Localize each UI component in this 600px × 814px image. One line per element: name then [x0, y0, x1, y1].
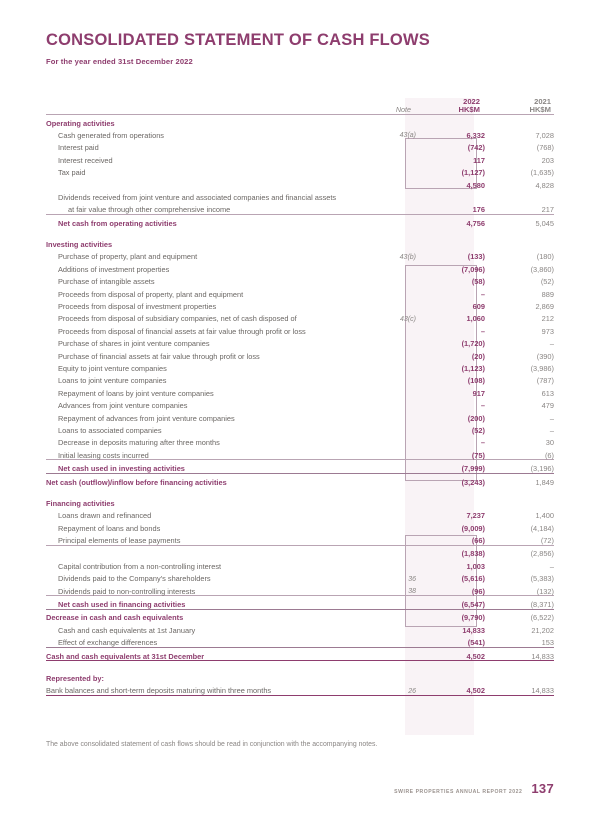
row-value-2021: 5,045: [485, 215, 554, 228]
row-value-2021: 1,400: [535, 511, 554, 521]
row-value-2021: 479: [541, 401, 554, 411]
row-note: 43(a): [399, 132, 416, 140]
row-value-2022: (742): [467, 143, 485, 153]
row-value-2021: [485, 189, 554, 201]
row-label: Bank balances and short-term deposits maturing within three months: [46, 683, 376, 696]
row-value-2022: 14,833: [462, 625, 485, 635]
row-note: [376, 398, 416, 410]
row-note: 43(b): [399, 253, 416, 261]
row-note: [376, 348, 416, 360]
row-label: Loans to associated companies: [58, 425, 162, 435]
row-note: [376, 215, 416, 228]
table-row: [46, 373, 554, 385]
row-note: [376, 447, 416, 460]
table-row: [46, 127, 554, 139]
row-note: [376, 298, 416, 310]
row-note: [376, 323, 416, 335]
cash-flow-table-wrapper: [46, 98, 554, 696]
row-note: [376, 473, 416, 486]
row-note: [376, 114, 416, 127]
row-value-2022: (1,720): [461, 339, 485, 349]
row-label: Dividends received from joint venture and associated companies and financial assets: [58, 192, 337, 202]
table-row: [46, 583, 554, 596]
row-value-2022: –: [480, 438, 485, 448]
table-row: [46, 311, 554, 323]
header-2022-year: 2022: [463, 97, 480, 106]
row-label: Purchase of financial assets at fair value through profit or loss: [58, 351, 260, 361]
header-spacer-2: [46, 106, 376, 114]
row-note: 43(c): [400, 315, 416, 323]
row-spacer: [46, 486, 554, 495]
table-header-row-unit: [46, 106, 554, 114]
row-value-2022: (66): [471, 536, 485, 546]
row-value-2021: (72): [540, 536, 554, 546]
table-row: [46, 410, 554, 422]
row-value-2022: 4,580: [466, 180, 485, 190]
table-row: [46, 323, 554, 335]
row-value-2021: (2,856): [485, 545, 554, 558]
row-value-2022: (58): [471, 277, 485, 287]
row-label: [46, 545, 376, 558]
footer-imprint: SWIRE PROPERTIES ANNUAL REPORT 2022: [394, 789, 523, 795]
table-row: [46, 622, 554, 634]
row-note: [376, 670, 416, 682]
row-value-2021: –: [549, 413, 554, 423]
page-subtitle: For the year ended 31st December 2022: [46, 57, 193, 66]
table-row: [46, 336, 554, 348]
row-note: [376, 532, 416, 545]
row-note: [376, 422, 416, 434]
row-label: Cash generated from operations: [58, 130, 164, 140]
row-note: [376, 410, 416, 422]
row-note: [376, 635, 416, 648]
row-note: [376, 189, 416, 201]
row-value-2021: (180): [536, 252, 554, 262]
table-row: [46, 508, 554, 520]
table-row: [46, 635, 554, 648]
row-label: Net cash used in financing activities: [46, 596, 376, 609]
row-label: Additions of investment properties: [58, 264, 170, 274]
row-value-2021: (3,860): [530, 264, 554, 274]
row-value-2022: 117: [473, 155, 485, 165]
row-value-2022: (133): [467, 252, 485, 262]
row-value-2022: –: [480, 289, 485, 299]
table-footnote: The above consolidated statement of cash flows should be read in conjunction with the accompanying notes.: [46, 741, 378, 748]
row-label: Loans drawn and refinanced: [58, 511, 152, 521]
row-note: [376, 152, 416, 164]
row-note: [376, 140, 416, 152]
row-value-2021: 217: [541, 205, 554, 215]
row-value-2022: 4,502: [416, 647, 485, 660]
row-value-2022: (5,616): [461, 574, 485, 584]
row-value-2022: (108): [467, 376, 485, 386]
table-row: [46, 385, 554, 397]
row-value-2022: 609: [472, 302, 485, 312]
table-row-total: [46, 596, 554, 609]
row-value-2022: (1,123): [461, 363, 485, 373]
cash-flow-table: [46, 98, 554, 696]
row-label: Operating activities: [46, 118, 115, 128]
table-row: [46, 558, 554, 570]
row-value-2022: (52): [471, 425, 485, 435]
row-note: [376, 647, 416, 660]
row-label: Equity to joint venture companies: [58, 363, 167, 373]
row-value-2021: –: [549, 425, 554, 435]
row-label: Net cash (outflow)/inflow before financing activities: [46, 473, 376, 486]
row-label: Investing activities: [46, 240, 113, 250]
row-value-2021: 7,028: [535, 130, 554, 140]
row-value-2021: 30: [545, 438, 554, 448]
row-note: [376, 520, 416, 532]
row-value-2022: [416, 189, 485, 201]
table-row: [46, 683, 554, 696]
table-row-total: [46, 460, 554, 473]
row-label: Decrease in deposits maturing after three months: [58, 438, 220, 448]
row-value-2022: (9,009): [461, 523, 485, 533]
row-label: Net cash from operating activities: [46, 215, 376, 228]
row-value-2022: (7,096): [461, 264, 485, 274]
row-value-2022: –: [480, 326, 485, 336]
table-row: [46, 202, 554, 215]
table-row: [46, 274, 554, 286]
page-number: 137: [531, 781, 554, 796]
row-label: Proceeds from disposal of property, plant and equipment: [58, 289, 244, 299]
row-note: 36: [408, 575, 416, 583]
row-label: Repayment of advances from joint venture companies: [58, 413, 235, 423]
row-value-2022: 917: [472, 388, 485, 398]
header-spacer: [46, 98, 376, 106]
table-row-subtotal: [46, 177, 554, 189]
row-note: [376, 460, 416, 473]
row-label: Dividends paid to the Company's shareholders: [58, 574, 211, 584]
row-note: [376, 545, 416, 558]
row-value-2021: 2,869: [535, 302, 554, 312]
row-value-2021: (768): [536, 143, 554, 153]
row-value-2022: (20): [471, 351, 485, 361]
row-note: [376, 373, 416, 385]
row-label: Purchase of shares in joint venture companies: [58, 339, 210, 349]
row-value-2022: (7,999): [416, 460, 485, 473]
row-value-2021: –: [549, 561, 554, 571]
row-label: Interest paid: [58, 143, 99, 153]
table-row: [46, 249, 554, 261]
table-row: [46, 140, 554, 152]
row-value-2021: [485, 114, 554, 127]
row-value-2021: (390): [536, 351, 554, 361]
table-row: [46, 447, 554, 460]
row-value-2022: 4,756: [416, 215, 485, 228]
row-value-2022: –: [480, 401, 485, 411]
row-value-2021: 203: [541, 155, 554, 165]
table-row-section-total: [46, 609, 554, 622]
row-value-2021: (787): [536, 376, 554, 386]
table-row: [46, 114, 554, 127]
row-label: Dividends paid to non-controlling interests: [58, 586, 196, 596]
row-value-2022: [416, 495, 485, 507]
row-label: Decrease in cash and cash equivalents: [46, 609, 376, 622]
table-row-grandtotal: [46, 473, 554, 486]
table-row: [46, 670, 554, 682]
row-value-2021: (6): [544, 450, 554, 460]
row-value-2021: 21,202: [531, 625, 554, 635]
row-note: [376, 261, 416, 273]
row-value-2022: 7,237: [466, 511, 485, 521]
page-title: CONSOLIDATED STATEMENT OF CASH FLOWS: [46, 31, 430, 49]
table-row: [46, 435, 554, 447]
row-note: [376, 558, 416, 570]
table-row: [46, 360, 554, 372]
row-value-2022: [416, 670, 485, 682]
header-2021-unit: HK$M: [485, 106, 554, 114]
row-note: [376, 495, 416, 507]
row-value-2021: (8,371): [485, 596, 554, 609]
table-row: [46, 571, 554, 583]
row-value-2021: 889: [541, 289, 554, 299]
row-value-2021: (6,522): [485, 609, 554, 622]
row-value-2022: 4,502: [416, 683, 485, 696]
row-label: Advances from joint venture companies: [58, 401, 188, 411]
table-row: [46, 189, 554, 201]
row-value-2022: [416, 236, 485, 248]
table-row: [46, 422, 554, 434]
row-value-2021: 973: [541, 326, 554, 336]
row-value-2021: [485, 495, 554, 507]
row-value-2022: (1,838): [416, 545, 485, 558]
row-note: [376, 165, 416, 177]
row-label: Purchase of intangible assets: [58, 277, 155, 287]
row-note: [376, 286, 416, 298]
row-value-2021: (3,196): [485, 460, 554, 473]
row-value-2022: 176: [472, 205, 485, 215]
row-value-2022: (1,127): [461, 168, 485, 178]
header-2021-year: 2021: [534, 97, 551, 106]
row-note: [376, 274, 416, 286]
row-label: Financing activities: [46, 498, 115, 508]
row-note: [376, 360, 416, 372]
row-value-2021: 1,849: [485, 473, 554, 486]
row-note: [376, 385, 416, 397]
row-value-2022: [416, 114, 485, 127]
row-value-2021: [485, 236, 554, 248]
row-value-2021: 212: [541, 314, 554, 324]
table-row: [46, 348, 554, 360]
row-note: [376, 622, 416, 634]
row-value-2022: (96): [471, 586, 485, 596]
row-label: Represented by:: [46, 673, 104, 683]
row-note: [376, 177, 416, 189]
row-label: Principal elements of lease payments: [58, 536, 181, 546]
table-row: [46, 165, 554, 177]
row-label: at fair value through other comprehensive income: [68, 205, 231, 215]
row-note: 38: [408, 588, 416, 596]
row-value-2021: –: [549, 339, 554, 349]
row-label: Proceeds from disposal of investment properties: [58, 302, 217, 312]
row-note: [376, 336, 416, 348]
row-note: [376, 596, 416, 609]
row-value-2021: 4,828: [535, 180, 554, 190]
row-value-2021: [485, 670, 554, 682]
row-label: Net cash used in investing activities: [46, 460, 376, 473]
row-value-2022: (200): [467, 413, 485, 423]
row-value-2021: 613: [541, 388, 554, 398]
table-row: [46, 495, 554, 507]
table-row-total: [46, 215, 554, 228]
row-label: Purchase of property, plant and equipment: [58, 252, 198, 262]
table-row: [46, 236, 554, 248]
row-value-2022: (3,243): [416, 473, 485, 486]
row-value-2021: (3,986): [530, 363, 554, 373]
row-value-2021: (5,383): [530, 574, 554, 584]
row-label: Repayment of loans and bonds: [58, 523, 161, 533]
table-row: [46, 398, 554, 410]
row-note: [376, 202, 416, 215]
row-spacer: [46, 661, 554, 671]
table-row-subtotal: [46, 545, 554, 558]
row-label: Effect of exchange differences: [58, 638, 158, 648]
table-row-grandtotal: [46, 647, 554, 660]
row-value-2021: (132): [536, 586, 554, 596]
row-label: Loans to joint venture companies: [58, 376, 167, 386]
row-spacer: [46, 227, 554, 236]
header-note-label: Note: [376, 106, 416, 114]
table-row: [46, 261, 554, 273]
row-value-2021: 153: [541, 638, 554, 648]
row-label: Interest received: [58, 155, 113, 165]
row-value-2022: (9,790): [416, 609, 485, 622]
row-value-2022: 1,060: [466, 314, 485, 324]
row-value-2021: (52): [540, 277, 554, 287]
row-label: Capital contribution from a non-controlling interest: [58, 561, 222, 571]
row-value-2022: (75): [471, 450, 485, 460]
row-label: Proceeds from disposal of subsidiary companies, net of cash disposed of: [58, 314, 297, 324]
table-row: [46, 298, 554, 310]
row-note: [376, 435, 416, 447]
page-footer: [394, 781, 554, 796]
row-value-2021: 14,833: [485, 683, 554, 696]
row-value-2022: (541): [467, 638, 485, 648]
row-value-2022: 1,003: [466, 561, 485, 571]
row-label: Repayment of loans by joint venture companies: [58, 388, 214, 398]
header-2022-unit: HK$M: [416, 106, 485, 114]
table-row: [46, 520, 554, 532]
table-row: [46, 152, 554, 164]
row-note: [376, 508, 416, 520]
row-value-2022: (6,547): [416, 596, 485, 609]
row-label: [46, 177, 376, 189]
table-row: [46, 532, 554, 545]
row-note: [376, 609, 416, 622]
row-label: Initial leasing costs incurred: [58, 450, 149, 460]
row-note: 26: [376, 683, 416, 696]
row-label: Proceeds from disposal of financial assets at fair value through profit or loss: [58, 326, 306, 336]
row-label: Tax paid: [58, 168, 86, 178]
row-value-2021: (1,635): [530, 168, 554, 178]
row-label: Cash and cash equivalents at 31st December: [46, 647, 376, 660]
row-note: [376, 236, 416, 248]
row-value-2021: 14,833: [485, 647, 554, 660]
row-label: Cash and cash equivalents at 1st January: [58, 625, 196, 635]
row-value-2022: 6,332: [466, 130, 485, 140]
table-row: [46, 286, 554, 298]
row-value-2021: (4,184): [530, 523, 554, 533]
